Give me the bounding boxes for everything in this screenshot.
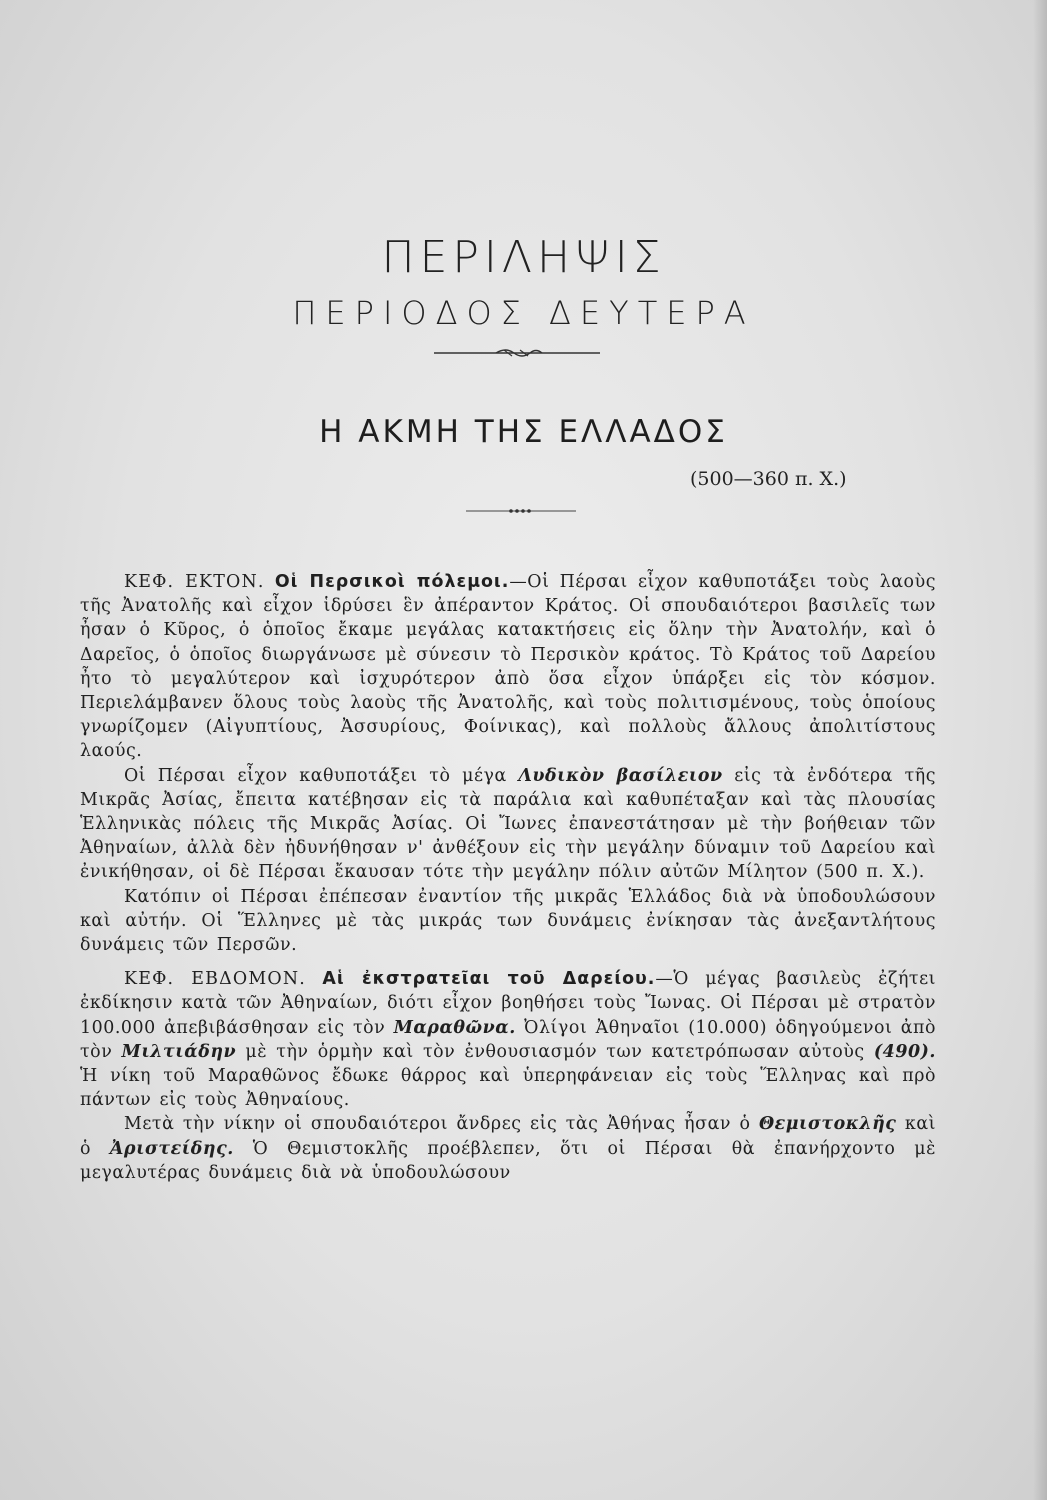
section-dates: (500—360 π. Χ.) <box>690 468 847 490</box>
section-heading: Η ΑΚΜΗ ΤΗΣ ΕΛΛΑΔΟΣ <box>319 414 728 450</box>
period-subtitle: ΠΕΡΙΟΔΟΣ ΔΕΥΤΕΡΑ <box>292 294 755 332</box>
paragraph-text: εἰς τὰ ἐνδότερα τῆς Μικρᾶς Ἀσίας, ἔπειτα κατέβησαν εἰς τὰ παράλια καὶ καθυπέταξαν καὶ τὰς πλουσίας Ἑλληνικὰς πόλεις τῆς Μικρᾶς Ἀσίας. Οἱ Ἴωνες ἐπανεστάτησαν μὲ τὴν βοήθειαν τῶν Ἀθηναίων, ἀλλὰ δὲν ἠδυνήθησαν ν' ἀνθέξουν εἰς τὴν μεγάλην δύναμιν τοῦ Δαρείου καὶ ἐνικήθησαν, οἱ δὲ Πέρσαι ἔκαυσαν τότε τὴν μεγάλην πόλιν αὐτῶν Μίλητον (500 π. Χ.). <box>80 765 937 883</box>
chapter-6-label: ΚΕΦ. ΕΚΤΟΝ. <box>124 572 265 592</box>
emphasis-miltiades: Μιλτιάδην <box>121 1041 237 1062</box>
decorative-rule-ornament <box>434 345 600 359</box>
chapter-6-text: —Οἱ Πέρσαι εἶχον καθυποτάξει τοὺς λαοὺς τῆς Ἀνατολῆς καὶ εἶχον ἱδρύσει ἓν ἀπέραντον Κράτος. Οἱ σπουδαιότεροι βασιλεῖς των ἦσαν ὁ Κῦρος, ὁ ὁποῖος ἔκαμε μεγάλας κατακτήσεις εἰς ὅλην τὴν Ἀνατολήν, καὶ ὁ Δαρεῖος, ὁ ὁποῖος διωργάνωσε μὲ σύνεσιν τὸ Περσικὸν κράτος. Τὸ Κράτος τοῦ Δαρείου ἦτο τὸ μεγαλύτερον καὶ ἰσχυρότερον ἀπὸ ὅσα εἶχον ὑπάρξει εἰς τὸν κόσμον. Περιελάμβανεν ὅλους τοὺς λαοὺς τῆς Ἀνατολῆς, καὶ τοὺς πολιτισμένους, τοὺς ὁποίους γνωρίζομεν (Αἰγυπτίους, Ἀσσυρίους, Φοίνικας), καὶ πολλοὺς ἄλλους ἀπολιτίστους λαούς. <box>80 572 936 762</box>
chapter-6-title: Οἱ Περσικοὶ πόλεμοι. <box>274 572 510 592</box>
emphasis-year-490: (490). <box>873 1041 937 1062</box>
chapter-6-paragraph-3 <box>80 885 936 958</box>
paragraph-text: Ἡ νίκη τοῦ Μαραθῶνος ἔδωκε θάρρος καὶ ὑπερηφάνειαν εἰς τοὺς Ἕλληνας καὶ πρὸ πάντων εἰς τοὺς Ἀθηναίους. <box>80 1066 936 1111</box>
chapter-7-paragraph-2 <box>80 1112 936 1185</box>
decorative-dots-rule <box>466 506 576 516</box>
paragraph-text: μὲ τὴν ὁρμὴν καὶ τὸν ἐνθουσιασμόν των κατετρόπωσαν αὐτοὺς <box>245 1041 865 1062</box>
chapter-7-paragraph <box>80 967 936 1112</box>
paragraph-text: Μετὰ τὴν νίκην οἱ σπουδαιότεροι ἄνδρες εἰς τὰς Ἀθήνας ἦσαν ὁ <box>124 1114 751 1135</box>
paragraph-text: Οἱ Πέρσαι εἶχον καθυποτάξει τὸ μέγα <box>124 765 507 786</box>
page-edge-shadow <box>1033 0 1047 1500</box>
paragraph-text: Ὀλίγοι Ἀθηναῖοι (10.000) ὁδηγούμενοι ἀπὸ τὸν <box>80 1017 937 1062</box>
body-text <box>80 570 936 1185</box>
chapter-6-paragraph-2 <box>80 764 936 885</box>
page-title: ΠΕΡΙΛΗΨΙΣ <box>381 232 666 283</box>
paragraph-text: Κατόπιν οἱ Πέρσαι ἐπέπεσαν ἐναντίον τῆς μικρᾶς Ἑλλάδος διὰ νὰ ὑποδουλώσουν καὶ αὐτήν. Οἱ Ἕλληνες μὲ τὰς μικράς των δυνάμεις ἐνίκησαν τὰς ἀνεξαντλήτους δυνάμεις τῶν Περσῶν. <box>80 886 936 956</box>
chapter-6-paragraph <box>80 570 936 764</box>
paragraph-text: —Ὁ μέγας βασιλεὺς ἐζήτει ἐκδίκησιν κατὰ τῶν Ἀθηναίων, διότι εἶχον βοηθήσει τοὺς Ἴωνας. Οἱ Πέρσαι μὲ στρατὸν 100.000 ἀπεβιβάσθησαν εἰς τὸν <box>80 969 937 1038</box>
chapter-7-title: Αἱ ἐκστρατεῖαι τοῦ Δαρείου. <box>322 969 656 990</box>
emphasis-marathon: Μαραθῶνα. <box>393 1017 516 1038</box>
paragraph-text: Ὁ Θεμιστοκλῆς προέβλεπεν, ὅτι οἱ Πέρσαι θὰ ἐπανήρχοντο μὲ μεγαλυτέρας δυνάμεις διὰ νὰ ὑποδουλώσουν <box>80 1138 936 1183</box>
emphasis-lydian-kingdom: Λυδικὸν βασίλειον <box>518 765 723 786</box>
paragraph-text: καὶ ὁ <box>80 1114 936 1159</box>
emphasis-aristides: Ἀριστείδης. <box>109 1138 234 1159</box>
emphasis-themistocles: Θεμιστοκλῆς <box>758 1114 897 1135</box>
chapter-7-label: ΚΕΦ. ΕΒΔΟΜΟΝ. <box>124 969 306 990</box>
